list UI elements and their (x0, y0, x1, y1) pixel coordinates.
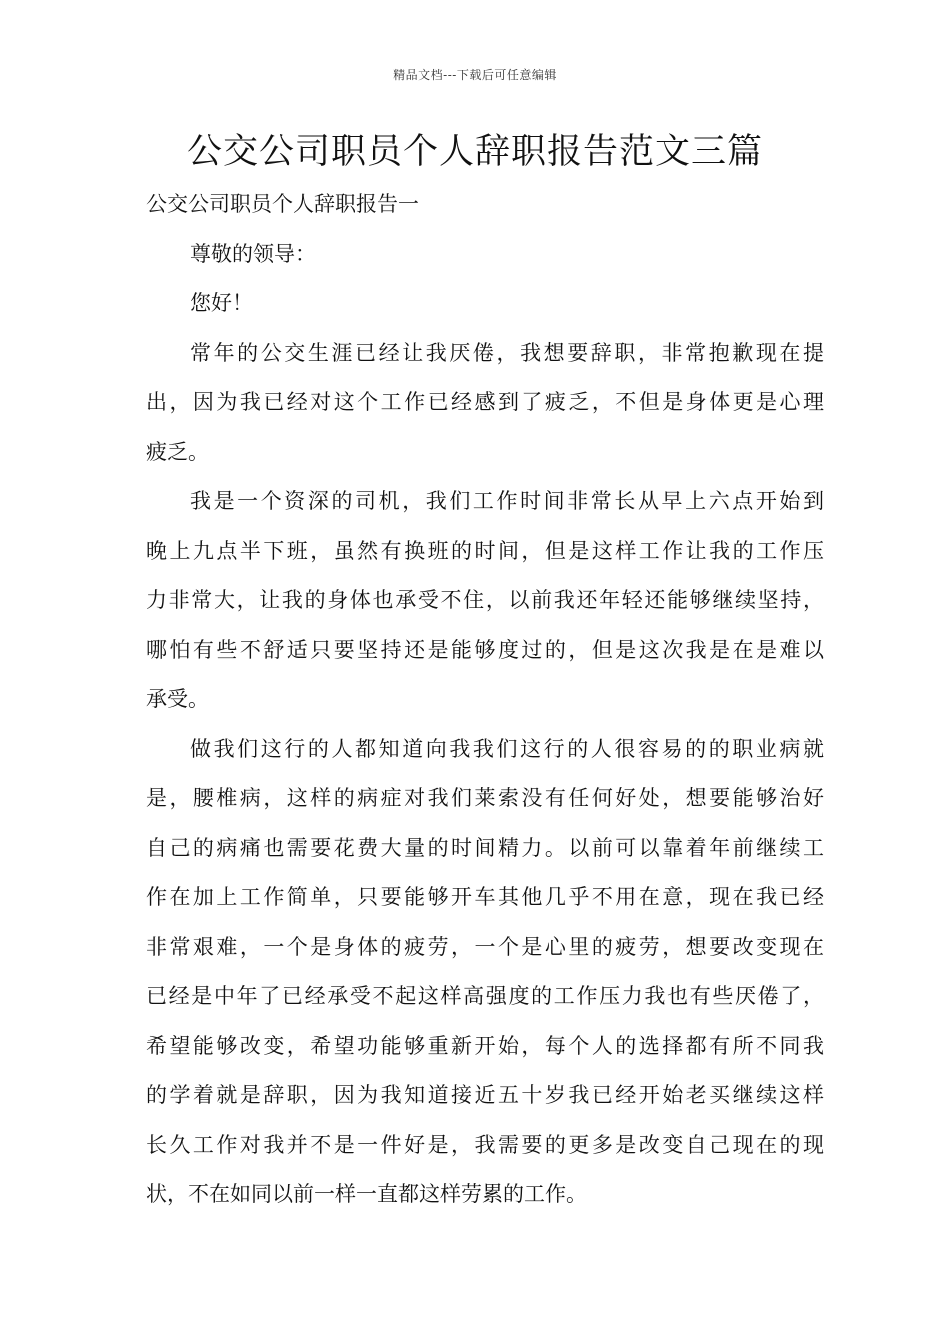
paragraph (146, 329, 824, 478)
section-heading: 公交公司职员个人辞职报告一 (146, 192, 419, 216)
paragraph-line: 已经是中年了已经承受不起这样高强度的工作压力我也有些厌倦了， (146, 984, 824, 1008)
paragraph-line: 常年的公交生涯已经让我厌倦，我想要辞职，非常抱歉现在提 (190, 340, 824, 365)
paragraph-line: 长久工作对我并不是一件好是，我需要的更多是改变自己现在的现 (146, 1132, 824, 1157)
paragraph-line: 哪怕有些不舒适只要坚持还是能够度过的，但是这次我是在是难以 (146, 637, 824, 662)
salutation: 尊敬的领导： (190, 241, 316, 266)
document-body (146, 180, 824, 1220)
paragraph-line: 状，不在如同以前一样一直都这样劳累的工作。 (146, 1182, 587, 1206)
paragraph-line: 出，因为我已经对这个工作已经感到了疲乏，不但是身体更是心理 (146, 390, 824, 414)
paragraph-line: 承受。 (146, 687, 209, 711)
header-note: 精品文档---下载后可任意编辑 (393, 68, 557, 82)
paragraph-line: 的学着就是辞职，因为我知道接近五十岁我已经开始老买继续这样 (146, 1083, 824, 1107)
paragraph (146, 725, 824, 1220)
paragraph-line: 希望能够改变，希望功能够重新开始，每个人的选择都有所不同我 (146, 1033, 824, 1058)
paragraph-line: 非常艰难，一个是身体的疲劳，一个是心里的疲劳，想要改变现在 (146, 934, 824, 959)
paragraph-line: 力非常大，让我的身体也承受不住，以前我还年轻还能够继续坚持， (146, 588, 824, 612)
paragraph-line: 做我们这行的人都知道向我我们这行的人很容易的的职业病就 (190, 736, 824, 761)
paragraph-line: 疲乏。 (146, 439, 209, 464)
paragraph (146, 477, 824, 725)
paragraph-line: 是，腰椎病，这样的病症对我们莱索没有任何好处，想要能够治好 (146, 786, 824, 810)
paragraph-line: 自己的病痛也需要花费大量的时间精力。以前可以靠着年前继续工 (146, 835, 824, 860)
paragraph-line: 我是一个资深的司机，我们工作时间非常长从早上六点开始到 (190, 489, 824, 513)
paragraph-line: 晚上九点半下班，虽然有换班的时间，但是这样工作让我的工作压 (146, 538, 824, 563)
paragraph-line: 作在加上工作简单，只要能够开车其他几乎不用在意，现在我已经 (146, 885, 824, 909)
document-title: 公交公司职员个人辞职报告范文三篇 (186, 132, 763, 172)
greeting: 您好！ (190, 291, 253, 315)
